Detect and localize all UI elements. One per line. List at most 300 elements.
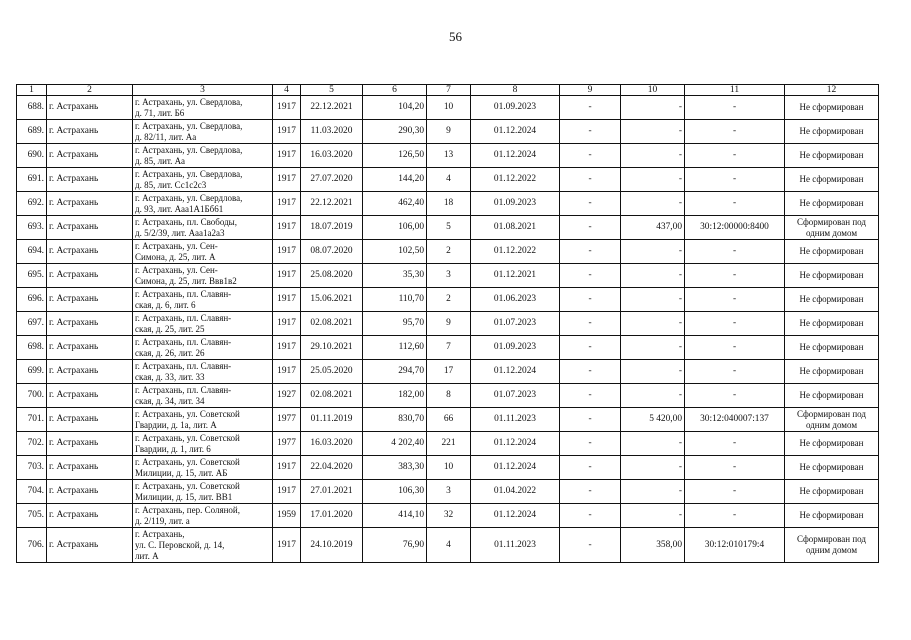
- column-number-5: 5: [301, 85, 363, 96]
- address-line: д. 2/119, лит. а: [135, 515, 190, 526]
- address-cell: [133, 144, 273, 168]
- land-status-cell: [785, 408, 879, 432]
- recognition-date-cell: 16.03.2020: [301, 432, 363, 456]
- row-number-cell: 700.: [17, 384, 47, 408]
- land-status-cell: [785, 504, 879, 528]
- land-status-line: Не сформирован: [799, 198, 864, 208]
- cadastral-number-cell: -: [685, 504, 785, 528]
- col9-cell: -: [560, 312, 621, 336]
- city-cell: г. Астрахань: [47, 264, 133, 288]
- table-row: [17, 240, 879, 264]
- land-status-cell: [785, 264, 879, 288]
- year-cell: 1977: [273, 408, 301, 432]
- area-cell: 144,20: [363, 168, 427, 192]
- recognition-date-cell: 18.07.2019: [301, 216, 363, 240]
- address-line: г. Астрахань, ул. Советской: [135, 480, 240, 491]
- land-status-line: Сформирован под: [796, 408, 867, 419]
- area-cell: 104,20: [363, 96, 427, 120]
- address-line: Гвардии, д. 1, лит. 6: [135, 443, 211, 454]
- row-number-cell: 692.: [17, 192, 47, 216]
- year-cell: 1917: [273, 528, 301, 563]
- city-cell: г. Астрахань: [47, 312, 133, 336]
- address-line: Милиции, д. 15, лит. АБ: [135, 467, 228, 478]
- column-number-6: 6: [363, 85, 427, 96]
- row-number-cell: 702.: [17, 432, 47, 456]
- col9-cell: -: [560, 96, 621, 120]
- city-cell: г. Астрахань: [47, 456, 133, 480]
- row-number-cell: 698.: [17, 336, 47, 360]
- address-line: г. Астрахань,: [135, 528, 185, 539]
- city-cell: г. Астрахань: [47, 144, 133, 168]
- recognition-date-cell: 08.07.2020: [301, 240, 363, 264]
- land-status-cell: [785, 96, 879, 120]
- col9-cell: -: [560, 456, 621, 480]
- year-cell: 1927: [273, 384, 301, 408]
- address-line: г. Астрахань, пл. Славян-: [135, 360, 232, 371]
- resettlement-deadline-cell: 01.12.2024: [471, 504, 560, 528]
- col9-cell: -: [560, 360, 621, 384]
- city-cell: г. Астрахань: [47, 120, 133, 144]
- area-cell: 106,30: [363, 480, 427, 504]
- address-cell: [133, 240, 273, 264]
- recognition-date-cell: 22.04.2020: [301, 456, 363, 480]
- col9-cell: -: [560, 144, 621, 168]
- address-cell: [133, 336, 273, 360]
- recognition-date-cell: 29.10.2021: [301, 336, 363, 360]
- land-status-cell: [785, 384, 879, 408]
- residents-cell: 17: [427, 360, 471, 384]
- recognition-date-cell: 24.10.2019: [301, 528, 363, 563]
- recognition-date-cell: 27.01.2021: [301, 480, 363, 504]
- land-status-cell: [785, 480, 879, 504]
- address-line: д. 93, лит. Ааа1А1Бб61: [135, 203, 224, 214]
- city-cell: г. Астрахань: [47, 432, 133, 456]
- year-cell: 1917: [273, 168, 301, 192]
- table-row: [17, 192, 879, 216]
- city-cell: г. Астрахань: [47, 216, 133, 240]
- area-cell: 4 202,40: [363, 432, 427, 456]
- address-line: г. Астрахань, ул. Сен-: [135, 264, 218, 275]
- area-cell: 112,60: [363, 336, 427, 360]
- residents-cell: 221: [427, 432, 471, 456]
- land-status-line: Не сформирован: [799, 294, 864, 304]
- recognition-date-cell: 16.03.2020: [301, 144, 363, 168]
- city-cell: г. Астрахань: [47, 192, 133, 216]
- address-line: д. 5/2/39, лит. Ааа1а2а3: [135, 227, 225, 238]
- address-cell: [133, 360, 273, 384]
- column-number-4: 4: [273, 85, 301, 96]
- cadastral-number-cell: -: [685, 120, 785, 144]
- address-line: г. Астрахань, ул. Свердлова,: [135, 96, 243, 107]
- land-area-cell: -: [621, 192, 685, 216]
- row-number-cell: 691.: [17, 168, 47, 192]
- address-line: Милиции, д. 15, лит. ВВ1: [135, 491, 233, 502]
- address-line: г. Астрахань, пл. Славян-: [135, 288, 232, 299]
- land-area-cell: -: [621, 120, 685, 144]
- address-line: г. Астрахань, пл. Свободы,: [135, 216, 237, 227]
- land-status-line: Не сформирован: [799, 342, 864, 352]
- land-status-cell: [785, 240, 879, 264]
- table-row: [17, 432, 879, 456]
- column-number-1: 1: [17, 85, 47, 96]
- address-cell: [133, 120, 273, 144]
- cadastral-number-cell: -: [685, 456, 785, 480]
- resettlement-deadline-cell: 01.09.2023: [471, 96, 560, 120]
- address-line: ская, д. 26, лит. 26: [135, 347, 205, 358]
- land-status-line: Сформирован под: [796, 534, 867, 544]
- land-area-cell: -: [621, 360, 685, 384]
- column-number-8: 8: [471, 85, 560, 96]
- cadastral-number-cell: -: [685, 144, 785, 168]
- residents-cell: 66: [427, 408, 471, 432]
- resettlement-deadline-cell: 01.12.2024: [471, 144, 560, 168]
- land-area-cell: -: [621, 312, 685, 336]
- table-row: [17, 264, 879, 288]
- address-cell: [133, 456, 273, 480]
- address-cell: [133, 408, 273, 432]
- land-area-cell: -: [621, 240, 685, 264]
- column-number-10: 10: [621, 85, 685, 96]
- recognition-date-cell: 22.12.2021: [301, 96, 363, 120]
- residents-cell: 2: [427, 288, 471, 312]
- column-number-9: 9: [560, 85, 621, 96]
- address-line: г. Астрахань, ул. Советской: [135, 456, 240, 467]
- address-line: ская, д. 34, лит. 34: [135, 395, 205, 406]
- address-cell: [133, 504, 273, 528]
- land-status-cell: [785, 336, 879, 360]
- area-cell: 106,00: [363, 216, 427, 240]
- year-cell: 1917: [273, 216, 301, 240]
- land-area-cell: -: [621, 144, 685, 168]
- year-cell: 1917: [273, 264, 301, 288]
- recognition-date-cell: 27.07.2020: [301, 168, 363, 192]
- address-line: г. Астрахань, пл. Славян-: [135, 312, 232, 323]
- land-status-cell: [785, 120, 879, 144]
- col9-cell: -: [560, 480, 621, 504]
- land-status-line: одним домом: [805, 227, 858, 238]
- address-cell: [133, 480, 273, 504]
- table-row: [17, 288, 879, 312]
- address-line: г. Астрахань, ул. Свердлова,: [135, 120, 243, 131]
- table-row: [17, 120, 879, 144]
- residents-cell: 10: [427, 456, 471, 480]
- residents-cell: 10: [427, 96, 471, 120]
- land-status-cell: [785, 312, 879, 336]
- area-cell: 102,50: [363, 240, 427, 264]
- table-row: [17, 384, 879, 408]
- area-cell: 462,40: [363, 192, 427, 216]
- recognition-date-cell: 01.11.2019: [301, 408, 363, 432]
- land-status-cell: [785, 192, 879, 216]
- cadastral-number-cell: -: [685, 360, 785, 384]
- row-number-cell: 696.: [17, 288, 47, 312]
- city-cell: г. Астрахань: [47, 336, 133, 360]
- cadastral-number-cell: -: [685, 264, 785, 288]
- land-status-line: Не сформирован: [799, 174, 864, 184]
- land-status-line: одним домом: [805, 419, 858, 430]
- residents-cell: 32: [427, 504, 471, 528]
- residents-cell: 13: [427, 144, 471, 168]
- recognition-date-cell: 17.01.2020: [301, 504, 363, 528]
- table-row: [17, 168, 879, 192]
- city-cell: г. Астрахань: [47, 480, 133, 504]
- land-status-line: Не сформирован: [799, 126, 864, 136]
- address-line: г. Астрахань, пл. Славян-: [135, 384, 232, 395]
- year-cell: 1917: [273, 456, 301, 480]
- table-row: [17, 144, 879, 168]
- column-number-7: 7: [427, 85, 471, 96]
- table-row: [17, 360, 879, 384]
- address-line: Симона, д. 25, лит. Ввв1в2: [135, 275, 237, 286]
- row-number-cell: 695.: [17, 264, 47, 288]
- city-cell: г. Астрахань: [47, 528, 133, 563]
- address-cell: [133, 264, 273, 288]
- col9-cell: -: [560, 264, 621, 288]
- residents-cell: 3: [427, 480, 471, 504]
- city-cell: г. Астрахань: [47, 288, 133, 312]
- year-cell: 1917: [273, 288, 301, 312]
- resettlement-deadline-cell: 01.11.2023: [471, 528, 560, 563]
- residents-cell: 7: [427, 336, 471, 360]
- address-line: г. Астрахань, ул. Советской: [135, 408, 240, 419]
- residents-cell: 4: [427, 168, 471, 192]
- land-area-cell: -: [621, 432, 685, 456]
- address-line: ул. С. Перовской, д. 14,: [135, 539, 225, 550]
- area-cell: 110,70: [363, 288, 427, 312]
- area-cell: 383,30: [363, 456, 427, 480]
- year-cell: 1917: [273, 360, 301, 384]
- land-status-line: Не сформирован: [799, 150, 864, 160]
- col9-cell: -: [560, 120, 621, 144]
- land-status-cell: [785, 360, 879, 384]
- residents-cell: 3: [427, 264, 471, 288]
- residents-cell: 8: [427, 384, 471, 408]
- year-cell: 1917: [273, 192, 301, 216]
- row-number-cell: 689.: [17, 120, 47, 144]
- col9-cell: -: [560, 240, 621, 264]
- resettlement-deadline-cell: 01.06.2023: [471, 288, 560, 312]
- address-cell: [133, 288, 273, 312]
- address-line: ская, д. 33, лит. 33: [135, 371, 205, 382]
- col9-cell: -: [560, 216, 621, 240]
- resettlement-deadline-cell: 01.08.2021: [471, 216, 560, 240]
- cadastral-number-cell: -: [685, 168, 785, 192]
- residents-cell: 9: [427, 120, 471, 144]
- land-area-cell: -: [621, 504, 685, 528]
- land-status-line: Не сформирован: [799, 390, 864, 400]
- resettlement-deadline-cell: 01.07.2023: [471, 312, 560, 336]
- page-number: 56: [449, 29, 462, 44]
- year-cell: 1917: [273, 240, 301, 264]
- row-number-cell: 699.: [17, 360, 47, 384]
- resettlement-deadline-cell: 01.12.2021: [471, 264, 560, 288]
- resettlement-deadline-cell: 01.07.2023: [471, 384, 560, 408]
- land-area-cell: -: [621, 480, 685, 504]
- address-line: ская, д. 6, лит. 6: [135, 299, 196, 310]
- cadastral-number-cell: -: [685, 288, 785, 312]
- housing-registry-table: [16, 84, 879, 563]
- land-status-line: Не сформирован: [799, 366, 864, 376]
- address-line: ская, д. 25, лит. 25: [135, 323, 205, 334]
- city-cell: г. Астрахань: [47, 504, 133, 528]
- land-status-line: Сформирован под: [796, 216, 867, 227]
- address-line: Симона, д. 25, лит. А: [135, 251, 216, 262]
- row-number-cell: 690.: [17, 144, 47, 168]
- column-number-3: 3: [133, 85, 273, 96]
- col9-cell: -: [560, 168, 621, 192]
- resettlement-deadline-cell: 01.12.2024: [471, 456, 560, 480]
- land-area-cell: 358,00: [621, 528, 685, 563]
- address-line: г. Астрахань, ул. Свердлова,: [135, 192, 243, 203]
- cadastral-number-cell: 30:12:010179:4: [685, 528, 785, 563]
- table-row: [17, 456, 879, 480]
- address-line: д. 82/11, лит. Аа: [135, 131, 197, 142]
- address-cell: [133, 384, 273, 408]
- year-cell: 1977: [273, 432, 301, 456]
- address-cell: [133, 432, 273, 456]
- year-cell: 1917: [273, 120, 301, 144]
- col9-cell: -: [560, 288, 621, 312]
- table-row: [17, 312, 879, 336]
- address-cell: [133, 192, 273, 216]
- area-cell: 182,00: [363, 384, 427, 408]
- column-number-12: 12: [785, 85, 879, 96]
- city-cell: г. Астрахань: [47, 360, 133, 384]
- land-area-cell: -: [621, 456, 685, 480]
- column-number-2: 2: [47, 85, 133, 96]
- col9-cell: -: [560, 336, 621, 360]
- col9-cell: -: [560, 408, 621, 432]
- row-number-cell: 704.: [17, 480, 47, 504]
- land-area-cell: -: [621, 96, 685, 120]
- land-status-line: Не сформирован: [799, 270, 864, 280]
- recognition-date-cell: 02.08.2021: [301, 312, 363, 336]
- land-area-cell: -: [621, 264, 685, 288]
- year-cell: 1917: [273, 336, 301, 360]
- city-cell: г. Астрахань: [47, 168, 133, 192]
- row-number-cell: 706.: [17, 528, 47, 563]
- resettlement-deadline-cell: 01.12.2022: [471, 168, 560, 192]
- table-row: [17, 336, 879, 360]
- address-line: д. 85, лит. Сс1с2с3: [135, 179, 207, 190]
- residents-cell: 5: [427, 216, 471, 240]
- recognition-date-cell: 02.08.2021: [301, 384, 363, 408]
- residents-cell: 18: [427, 192, 471, 216]
- land-area-cell: -: [621, 288, 685, 312]
- col9-cell: -: [560, 192, 621, 216]
- cadastral-number-cell: -: [685, 312, 785, 336]
- land-status-line: Не сформирован: [799, 486, 864, 496]
- year-cell: 1917: [273, 312, 301, 336]
- address-cell: [133, 96, 273, 120]
- area-cell: 294,70: [363, 360, 427, 384]
- cadastral-number-cell: -: [685, 480, 785, 504]
- cadastral-number-cell: -: [685, 96, 785, 120]
- land-area-cell: 437,00: [621, 216, 685, 240]
- year-cell: 1959: [273, 504, 301, 528]
- land-status-cell: [785, 216, 879, 240]
- land-status-cell: [785, 528, 879, 563]
- land-status-cell: [785, 432, 879, 456]
- land-status-cell: [785, 288, 879, 312]
- row-number-cell: 694.: [17, 240, 47, 264]
- city-cell: г. Астрахань: [47, 96, 133, 120]
- address-cell: [133, 216, 273, 240]
- row-number-cell: 705.: [17, 504, 47, 528]
- address-line: г. Астрахань, ул. Свердлова,: [135, 144, 243, 155]
- land-status-cell: [785, 144, 879, 168]
- area-cell: 414,10: [363, 504, 427, 528]
- resettlement-deadline-cell: 01.12.2024: [471, 360, 560, 384]
- land-status-line: Не сформирован: [799, 102, 864, 112]
- address-line: г. Астрахань, ул. Советской: [135, 432, 240, 443]
- cadastral-number-cell: 30:12:040007:137: [685, 408, 785, 432]
- address-line: г. Астрахань, пер. Соляной,: [135, 504, 240, 515]
- area-cell: 126,50: [363, 144, 427, 168]
- resettlement-deadline-cell: 01.11.2023: [471, 408, 560, 432]
- year-cell: 1917: [273, 144, 301, 168]
- table-row: [17, 216, 879, 240]
- area-cell: 35,30: [363, 264, 427, 288]
- land-status-cell: [785, 456, 879, 480]
- row-number-cell: 688.: [17, 96, 47, 120]
- recognition-date-cell: 25.05.2020: [301, 360, 363, 384]
- city-cell: г. Астрахань: [47, 240, 133, 264]
- address-line: д. 85, лит. Аа: [135, 155, 186, 166]
- table-row: [17, 528, 879, 563]
- column-number-row: [17, 85, 879, 96]
- land-status-line: одним домом: [805, 545, 858, 555]
- area-cell: 76,90: [363, 528, 427, 563]
- resettlement-deadline-cell: 01.09.2023: [471, 336, 560, 360]
- land-status-line: Не сформирован: [799, 462, 864, 472]
- resettlement-deadline-cell: 01.12.2022: [471, 240, 560, 264]
- land-status-line: Не сформирован: [799, 318, 864, 328]
- land-area-cell: -: [621, 336, 685, 360]
- cadastral-number-cell: 30:12:00000:8400: [685, 216, 785, 240]
- year-cell: 1917: [273, 480, 301, 504]
- cadastral-number-cell: -: [685, 384, 785, 408]
- table-row: [17, 480, 879, 504]
- address-line: Гвардии, д. 1а, лит. А: [135, 419, 217, 430]
- city-cell: г. Астрахань: [47, 384, 133, 408]
- row-number-cell: 693.: [17, 216, 47, 240]
- cadastral-number-cell: -: [685, 240, 785, 264]
- row-number-cell: 697.: [17, 312, 47, 336]
- area-cell: 830,70: [363, 408, 427, 432]
- city-cell: г. Астрахань: [47, 408, 133, 432]
- address-line: г. Астрахань, ул. Сен-: [135, 240, 218, 251]
- land-status-cell: [785, 168, 879, 192]
- address-cell: [133, 168, 273, 192]
- residents-cell: 9: [427, 312, 471, 336]
- address-line: д. 71, лит. Б6: [135, 107, 185, 118]
- table-row: [17, 408, 879, 432]
- residents-cell: 2: [427, 240, 471, 264]
- land-area-cell: 5 420,00: [621, 408, 685, 432]
- cadastral-number-cell: -: [685, 336, 785, 360]
- row-number-cell: 701.: [17, 408, 47, 432]
- land-status-line: Не сформирован: [799, 510, 864, 520]
- address-line: г. Астрахань, пл. Славян-: [135, 336, 232, 347]
- address-line: г. Астрахань, ул. Свердлова,: [135, 168, 243, 179]
- col9-cell: -: [560, 384, 621, 408]
- land-status-line: Не сформирован: [799, 438, 864, 448]
- area-cell: 290,30: [363, 120, 427, 144]
- col9-cell: -: [560, 432, 621, 456]
- recognition-date-cell: 11.03.2020: [301, 120, 363, 144]
- column-number-11: 11: [685, 85, 785, 96]
